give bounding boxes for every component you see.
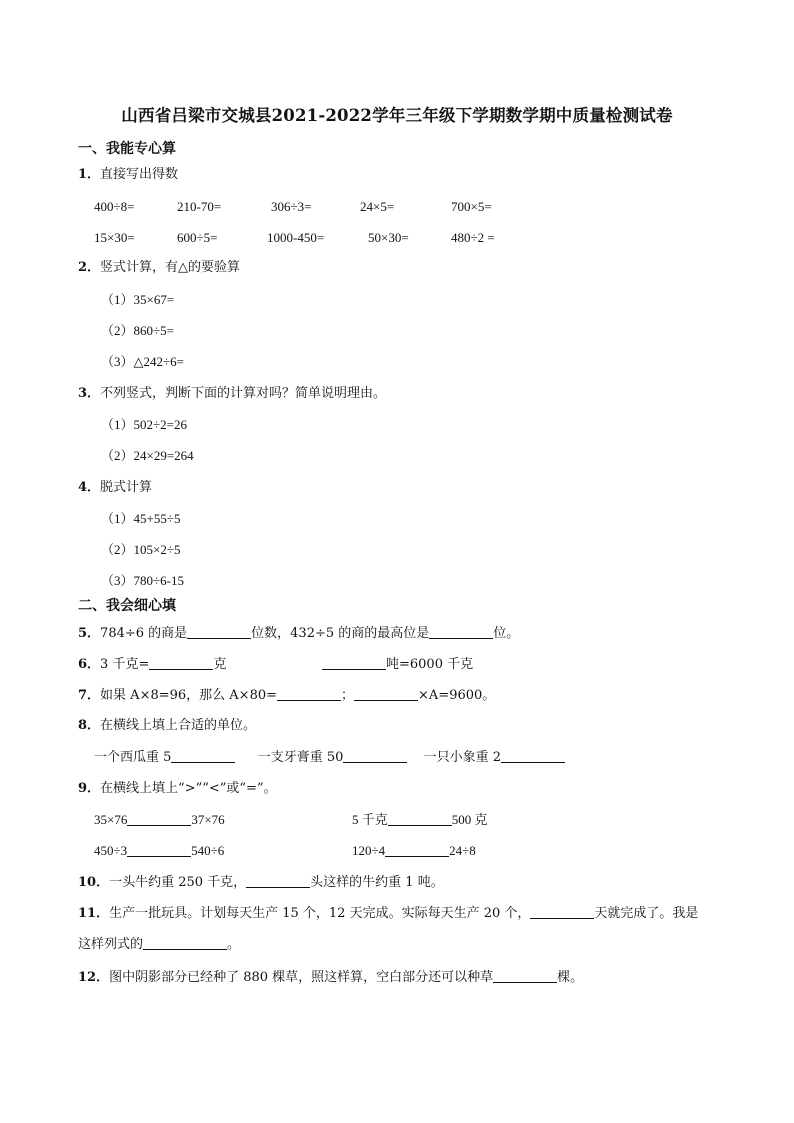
question-text: 生产一批玩具。计划每天生产 15 个，12 天完成。实际每天生产 20 个， — [109, 906, 531, 921]
q8-item: 一个西瓜重 5 — [94, 750, 172, 765]
answer-blank[interactable] — [246, 873, 310, 888]
question-number: 5． — [78, 626, 101, 641]
question-6 — [78, 655, 778, 674]
answer-blank[interactable] — [493, 968, 557, 983]
q8-item: 一只小象重 2 — [423, 750, 502, 765]
q1-item: 700×5= — [451, 199, 492, 214]
compare-right: 540÷6 — [191, 843, 225, 858]
answer-blank[interactable] — [322, 655, 386, 670]
question-number: 11． — [78, 906, 110, 921]
section-2-heading: 二、我会细心填 — [78, 598, 176, 614]
question-number: 4． — [78, 480, 101, 495]
question-number: 1． — [78, 167, 101, 182]
question-text: 直接写出得数 — [100, 167, 179, 182]
question-3 — [78, 385, 386, 403]
answer-blank[interactable] — [388, 811, 452, 826]
question-11-cont — [78, 935, 240, 954]
answer-blank[interactable] — [149, 655, 213, 670]
question-number: 7． — [78, 688, 101, 703]
compare-left: 5 千克 — [352, 812, 388, 827]
q9-compare-2 — [352, 811, 488, 829]
q1-item: 600÷5= — [177, 230, 218, 245]
q8-items — [94, 748, 565, 767]
question-1 — [78, 166, 178, 184]
answer-blank[interactable] — [277, 686, 341, 701]
answer-blank[interactable] — [429, 624, 493, 639]
q4-item-1: （1）45+55÷5 — [101, 511, 181, 526]
q9-compare-1 — [94, 811, 225, 829]
answer-blank[interactable] — [127, 842, 191, 857]
question-text: 3 千克= — [100, 657, 150, 672]
question-number: 9． — [78, 781, 101, 796]
compare-left: 120÷4 — [352, 843, 386, 858]
question-2 — [78, 259, 240, 277]
q8-item: 一支牙膏重 50 — [257, 750, 344, 765]
q3-item-1: （1）502÷2=26 — [101, 417, 187, 432]
answer-blank[interactable] — [530, 904, 594, 919]
answer-blank[interactable] — [354, 686, 418, 701]
q1-item: 24×5= — [360, 199, 395, 214]
compare-left: 35×76 — [94, 812, 128, 827]
q1-item: 15×30= — [94, 230, 135, 245]
question-number: 6． — [78, 657, 101, 672]
question-text: 位。 — [493, 626, 520, 641]
question-text: 吨=6000 千克 — [386, 657, 474, 672]
question-text: 图中阴影部分已经种了 880 棵草，照这样算，空白部分还可以种草 — [109, 970, 494, 985]
q9-compare-4 — [352, 842, 476, 860]
question-text: 棵。 — [557, 970, 584, 985]
question-number: 3． — [78, 386, 101, 401]
question-text: ×A=9600。 — [418, 688, 496, 703]
question-number: 12． — [78, 970, 110, 985]
answer-blank[interactable] — [385, 842, 449, 857]
compare-left: 450÷3 — [94, 843, 128, 858]
answer-blank[interactable] — [127, 811, 191, 826]
q2-item-3: （3）△242÷6= — [101, 354, 184, 369]
answer-blank[interactable] — [187, 624, 251, 639]
q1-item: 480÷2 = — [451, 230, 495, 245]
question-text: 竖式计算，有△的要验算 — [100, 260, 241, 275]
question-text: 一头牛约重 250 千克， — [109, 875, 247, 890]
q1-item: 400÷8= — [94, 199, 135, 214]
question-number: 2． — [78, 260, 101, 275]
question-text: 这样列式的 — [78, 937, 144, 952]
question-4 — [78, 479, 152, 497]
question-text: 784÷6 的商是 — [100, 626, 188, 641]
question-9 — [78, 780, 277, 798]
q2-item-2: （2）860÷5= — [101, 323, 174, 338]
question-text: 在横线上填上合适的单位。 — [100, 718, 257, 733]
q2-item-1: （1）35×67= — [101, 292, 175, 307]
answer-blank[interactable] — [501, 748, 565, 763]
q1-item: 210-70= — [177, 199, 222, 214]
question-text: 如果 A×8=96，那么 A×80= — [100, 688, 278, 703]
question-8 — [78, 717, 256, 735]
question-number: 10． — [78, 875, 110, 890]
q1-item: 1000-450= — [267, 230, 325, 245]
section-1-heading: 一、我能专心算 — [78, 141, 176, 157]
answer-blank[interactable] — [171, 748, 235, 763]
question-11 — [78, 904, 698, 923]
compare-right: 24÷8 — [449, 843, 476, 858]
q1-item: 306÷3= — [271, 199, 312, 214]
q4-item-3: （3）780÷6-15 — [101, 573, 184, 588]
question-5 — [78, 624, 519, 643]
question-text: 不列竖式，判断下面的计算对吗？简单说明理由。 — [100, 386, 387, 401]
q1-item: 50×30= — [368, 230, 409, 245]
question-7 — [78, 686, 495, 705]
question-text: 头这样的牛约重 1 吨。 — [310, 875, 444, 890]
question-text: ； — [341, 688, 355, 703]
answer-blank[interactable] — [343, 748, 407, 763]
compare-right: 500 克 — [451, 812, 488, 827]
question-10 — [78, 873, 444, 892]
page-title: 山西省吕梁市交城县2021-2022学年三年级下学期数学期中质量检测试卷 — [121, 106, 673, 125]
q3-item-2: （2）24×29=264 — [101, 448, 194, 463]
compare-right: 37×76 — [191, 812, 225, 827]
answer-blank[interactable] — [143, 935, 227, 950]
question-text: 克 — [213, 657, 227, 672]
question-12 — [78, 968, 583, 987]
question-number: 8． — [78, 718, 101, 733]
q4-item-2: （2）105×2÷5 — [101, 542, 181, 557]
question-text: 在横线上填上“>”“<”或“=”。 — [100, 781, 277, 796]
question-text: 天就完成了。我是 — [594, 906, 699, 921]
q9-compare-3 — [94, 842, 224, 860]
question-text: 脱式计算 — [100, 480, 153, 495]
question-text: 位数，432÷5 的商的最高位是 — [251, 626, 430, 641]
question-text: 。 — [227, 937, 241, 952]
